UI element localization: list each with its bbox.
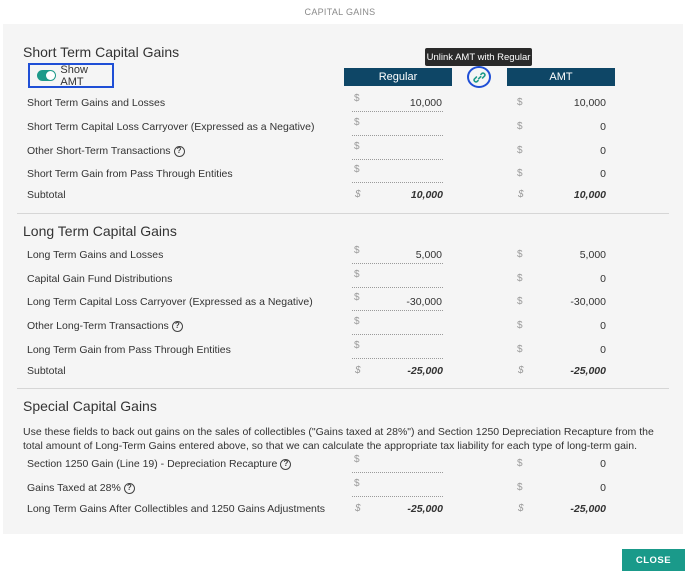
row-label: Short Term Gains and Losses: [27, 97, 166, 109]
help-circle-icon[interactable]: ?: [172, 321, 183, 332]
st-other-transactions-amt-value: 0: [600, 145, 606, 157]
currency-symbol: $: [355, 503, 361, 514]
currency-symbol: $: [354, 292, 360, 303]
currency-symbol: $: [354, 269, 360, 280]
currency-symbol: $: [517, 344, 523, 355]
row-label: Long Term Gain from Pass Through Entities: [27, 344, 231, 356]
lt-fund-distributions-amt-value: 0: [600, 273, 606, 285]
row-label-text: Section 1250 Gain (Line 19) - Depreciation Recapture: [27, 458, 278, 470]
lt-subtotal-regular-value: -25,000: [407, 365, 443, 377]
row-label: Capital Gain Fund Distributions: [27, 273, 173, 285]
currency-symbol: $: [354, 340, 360, 351]
section-divider: [17, 388, 669, 389]
row-label: [27, 458, 291, 470]
lt-fund-distributions-regular-input[interactable]: [352, 270, 443, 288]
show-amt-label: Show AMT: [60, 63, 88, 88]
currency-symbol: $: [355, 189, 361, 200]
st-pass-through-amt-value: 0: [600, 168, 606, 180]
link-icon: [473, 71, 486, 84]
currency-symbol: $: [518, 189, 524, 200]
close-button[interactable]: CLOSE: [622, 549, 685, 571]
row-label: Long Term Gains and Losses: [27, 249, 164, 261]
unlink-amt-button[interactable]: [467, 66, 491, 88]
row-label: [27, 482, 135, 494]
currency-symbol: $: [517, 296, 523, 307]
unlink-tooltip: Unlink AMT with Regular: [425, 48, 532, 66]
currency-symbol: $: [517, 145, 523, 156]
subtotal-label: Subtotal: [27, 365, 66, 377]
row-label-text: Other Long-Term Transactions: [27, 320, 169, 332]
toggle-switch-icon[interactable]: [37, 70, 56, 81]
help-circle-icon[interactable]: ?: [174, 146, 185, 157]
lt-pass-through-amt-value: 0: [600, 344, 606, 356]
row-label: [27, 320, 183, 332]
lt-gains-losses-amt-value: 5,000: [579, 249, 606, 261]
st-subtotal-amt-value: 10,000: [573, 189, 606, 201]
currency-symbol: $: [354, 478, 360, 489]
currency-symbol: $: [518, 503, 524, 514]
section-1250-amt-value: 0: [600, 458, 606, 470]
currency-symbol: $: [354, 93, 360, 104]
dialog-title: CAPITAL GAINS: [304, 7, 376, 17]
lt-other-transactions-regular-input[interactable]: [352, 317, 443, 335]
st-gains-losses-amt-value: 10,000: [573, 97, 606, 109]
st-loss-carryover-regular-input[interactable]: [352, 118, 443, 136]
subtotal-label: Subtotal: [27, 189, 66, 201]
currency-symbol: $: [517, 249, 523, 260]
currency-symbol: $: [517, 320, 523, 331]
regular-column-header: Regular: [344, 68, 452, 86]
currency-symbol: $: [354, 117, 360, 128]
adjusted-regular-value: -25,000: [407, 503, 443, 515]
adjusted-amt-value: -25,000: [570, 503, 606, 515]
gains-28-regular-input[interactable]: [352, 479, 443, 497]
currency-symbol: $: [517, 458, 523, 469]
special-description: Use these fields to back out gains on the sales of collectibles ("Gains taxed at 28%") and Section 1250 Depreciation Recapture from the total amount of Long-Term Gains entered above, so that we can calculate the appropriate tax liability for each type of long-term gain.: [23, 426, 654, 452]
lt-loss-carryover-regular-value: -30,000: [406, 296, 442, 308]
lt-loss-carryover-amt-value: -30,000: [570, 296, 606, 308]
row-label: Long Term Capital Loss Carryover (Expressed as a Negative): [27, 296, 313, 308]
special-title: Special Capital Gains: [23, 398, 157, 414]
currency-symbol: $: [517, 273, 523, 284]
short-term-title: Short Term Capital Gains: [23, 44, 180, 60]
lt-gains-losses-regular-value: 5,000: [415, 249, 442, 261]
row-label: Short Term Capital Loss Carryover (Expressed as a Negative): [27, 121, 315, 133]
st-gains-losses-regular-value: 10,000: [409, 97, 442, 109]
currency-symbol: $: [354, 245, 360, 256]
currency-symbol: $: [354, 454, 360, 465]
adjusted-label: Long Term Gains After Collectibles and 1250 Gains Adjustments: [27, 503, 326, 515]
long-term-title: Long Term Capital Gains: [23, 223, 177, 239]
section-1250-regular-input[interactable]: [352, 455, 443, 473]
st-other-transactions-regular-input[interactable]: [352, 142, 443, 160]
st-pass-through-regular-input[interactable]: [352, 165, 443, 183]
currency-symbol: $: [517, 168, 523, 179]
gains-28-amt-value: 0: [600, 482, 606, 494]
st-loss-carryover-amt-value: 0: [600, 121, 606, 133]
currency-symbol: $: [518, 365, 524, 376]
help-circle-icon[interactable]: ?: [124, 483, 135, 494]
show-amt-toggle[interactable]: [28, 63, 114, 88]
lt-other-transactions-amt-value: 0: [600, 320, 606, 332]
row-label: [27, 145, 185, 157]
currency-symbol: $: [517, 97, 523, 108]
row-label-text: Gains Taxed at 28%: [27, 482, 121, 494]
row-label: Short Term Gain from Pass Through Entities: [27, 168, 233, 180]
st-subtotal-regular-value: 10,000: [410, 189, 443, 201]
currency-symbol: $: [517, 482, 523, 493]
amt-column-header: AMT: [507, 68, 615, 86]
row-label-text: Other Short-Term Transactions: [27, 145, 171, 157]
currency-symbol: $: [354, 164, 360, 175]
currency-symbol: $: [355, 365, 361, 376]
lt-subtotal-amt-value: -25,000: [570, 365, 606, 377]
currency-symbol: $: [354, 316, 360, 327]
help-circle-icon[interactable]: ?: [280, 459, 291, 470]
lt-pass-through-regular-input[interactable]: [352, 341, 443, 359]
currency-symbol: $: [354, 141, 360, 152]
currency-symbol: $: [517, 121, 523, 132]
section-divider: [17, 213, 669, 214]
